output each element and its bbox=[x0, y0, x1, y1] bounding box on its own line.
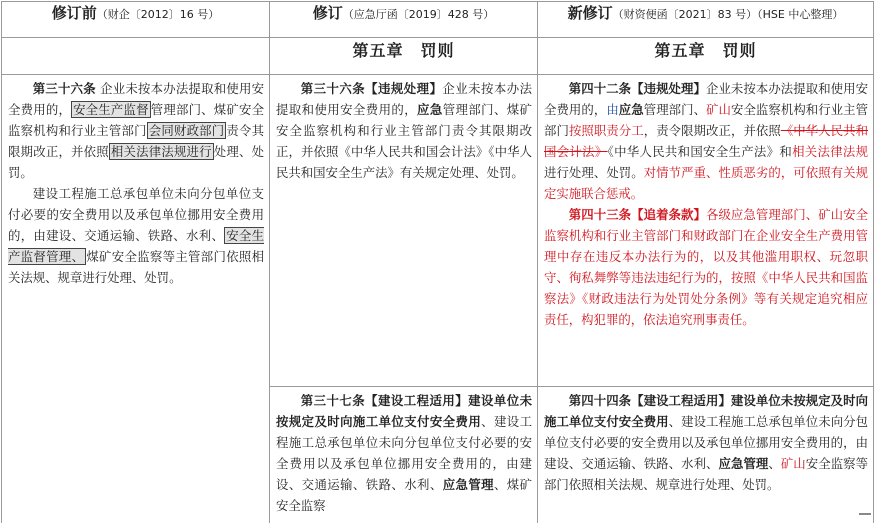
text-run: 企业未按本办法提取和使用安全费用的， bbox=[544, 81, 869, 117]
chapter-cell-revision bbox=[270, 38, 538, 75]
header-before-title: 修订前 bbox=[51, 4, 97, 22]
text-run-blue: 由 bbox=[606, 102, 619, 117]
text-run-bold: 应急管理 bbox=[442, 477, 494, 492]
text-run: 责令其限期改正，并依照 bbox=[8, 123, 265, 159]
header-before bbox=[2, 2, 270, 38]
text-run: 企业未按本办法提取和使用安全费用的， bbox=[276, 81, 533, 117]
text-run: 安全监察机构和行业主管部门 bbox=[544, 102, 869, 138]
new-42-paragraph bbox=[544, 78, 868, 204]
text-run: 和 bbox=[779, 144, 793, 159]
scroll-indicator bbox=[859, 513, 871, 515]
revision-36-cell bbox=[270, 75, 538, 387]
text-run: 煤矿安全监察等主管部门依照相关法规、规章进行处理、处罚。 bbox=[8, 249, 265, 285]
header-before-sub: （财企〔2012〕16 号） bbox=[96, 8, 220, 21]
text-run: 安全监察等部门依照相关法规、规章进行处理、处罚。 bbox=[544, 456, 869, 492]
header-revision-sub: （应急厅函〔2019〕428 号） bbox=[342, 8, 495, 21]
text-run-red: 相关法律法规 bbox=[792, 144, 869, 159]
text-run: 管理部门、 bbox=[643, 102, 707, 117]
revision-37-paragraph bbox=[276, 390, 532, 516]
chapter-title: 第五章 罚则 bbox=[352, 41, 455, 60]
new-43-paragraph bbox=[544, 204, 868, 330]
text-run-bold: 应急管理 bbox=[718, 456, 769, 471]
text-run: 处理、处罚。 bbox=[8, 144, 265, 180]
text-run-red: 矿山 bbox=[706, 102, 731, 117]
header-row bbox=[2, 2, 874, 38]
text-run-bold: 应急 bbox=[618, 102, 644, 117]
revision-37-cell bbox=[270, 387, 538, 523]
new-42-43-cell bbox=[538, 75, 874, 387]
text-run-red: 对情节严重、性质恶劣的，可依照有关规定实施联合惩戒。 bbox=[544, 165, 869, 201]
header-new bbox=[538, 2, 874, 38]
new-44-cell bbox=[538, 387, 874, 523]
text-run: 、建设工程施工总承包单位未向分包单位支付必要的安全费用以及承包单位挪用安全费用的，由建设、交通运输、铁路、水利、 bbox=[544, 414, 869, 471]
text-run-red: 按照职责分工 bbox=[568, 123, 644, 138]
text-run: ，责令限期改正，并依照 bbox=[643, 123, 781, 138]
old-text-cell bbox=[2, 75, 270, 523]
text-run: 管理部门、煤矿安全监察机构和行业主管部门 bbox=[8, 102, 265, 138]
text-run: 、煤矿安全监察 bbox=[276, 477, 533, 513]
old-paragraph-2 bbox=[8, 183, 264, 288]
article-title: 第四十二条【违规处理】 bbox=[568, 81, 706, 96]
revision-36-paragraph bbox=[276, 78, 532, 183]
text-run-red: 矿山 bbox=[780, 456, 806, 471]
header-new-title: 新修订 bbox=[567, 4, 613, 22]
text-run: 、 bbox=[768, 456, 781, 471]
article-title: 第四十四条【建设工程适用】建设单位未按规定及时向施工单位支付安全费用 bbox=[544, 393, 868, 429]
article-title-red: 第四十三条【追着条款】 bbox=[568, 207, 706, 222]
header-new-sub: （财资便函〔2021〕83 号）（HSE 中心整理） bbox=[612, 8, 844, 21]
highlight-box: 会同财政部门 bbox=[148, 123, 225, 138]
article-number: 第三十六条 bbox=[32, 81, 96, 96]
article-row bbox=[2, 75, 874, 387]
text-run: 企业未按本办法提取和使用安全费用的， bbox=[8, 81, 264, 117]
text-run-red: 各级应急管理部门、矿山安全监察机构和行业主管部门和财政部门在企业安全生产费用管理中存在违反本办法行为的，以及其他滥用职权、玩忽职守、徇私舞弊等违法违纪行为的，按照《中华人民共和国监察法》《财政违法行为处罚处分条例》等有关规定追究相应责任，构犯罪的，依法追究刑事责任。 bbox=[544, 207, 869, 327]
article-title: 第三十六条【违规处理】 bbox=[300, 81, 443, 96]
chapter-cell-new bbox=[538, 38, 874, 75]
new-44-paragraph bbox=[544, 390, 868, 495]
highlight-box: 相关法律法规进行 bbox=[110, 144, 212, 159]
header-revision-title: 修订 bbox=[312, 4, 343, 22]
text-run: 进行处理、处罚。 bbox=[544, 165, 644, 180]
chapter-row bbox=[2, 38, 874, 75]
text-run-bold: 应急 bbox=[417, 102, 443, 117]
text-run: 、建设工程施工总承包单位未向分包单位支付必要的安全费用以及承包单位挪用安全费用的，由建设、交通运输、铁路、水利、 bbox=[276, 414, 533, 492]
text-run: 建设工程施工总承包单位未向分包单位支付必要的安全费用以及承包单位挪用安全费用的，由建设、交通运输、铁路、水利、 bbox=[8, 186, 264, 243]
article-title: 第三十七条【建设工程适用】建设单位未按规定及时向施工单位支付安全费用 bbox=[276, 393, 532, 429]
text-run: 管理部门、煤矿安全监察机构和行业主管部门责令其限期改正，并依照《中华人民共和国会计法》《中华人民共和国安全生产法》有关规定处理、处罚。 bbox=[276, 102, 533, 180]
highlight-box: 安全生产监督管理、 bbox=[8, 228, 265, 264]
text-run: 《中华人民共和国安全生产法》 bbox=[607, 144, 780, 159]
chapter-title: 第五章 罚则 bbox=[654, 41, 757, 60]
chapter-cell-empty bbox=[2, 38, 270, 75]
old-paragraph-1 bbox=[8, 78, 264, 183]
text-run-struck: 《中华人民共和国会计法》 bbox=[544, 123, 869, 159]
comparison-table bbox=[1, 1, 874, 523]
highlight-box: 安全生产监督 bbox=[73, 102, 149, 117]
header-revision bbox=[270, 2, 538, 38]
